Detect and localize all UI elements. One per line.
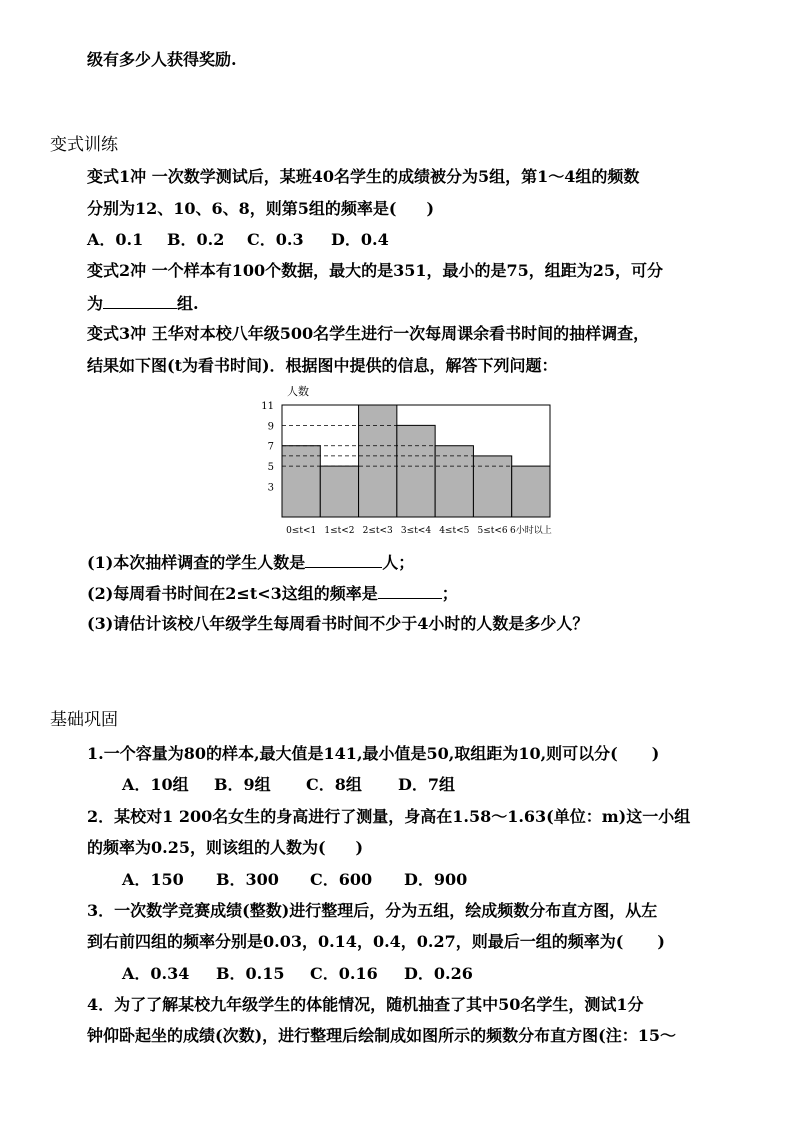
x-tick-label: 3≤t<4	[400, 526, 432, 536]
option-a: A．10组	[122, 775, 189, 794]
option-b: B．300	[216, 870, 279, 889]
variant1-options	[87, 230, 389, 250]
question4-line1: 4．为了了解某校九年级学生的体能情况，随机抽查了其中50名学生，测试1分	[87, 995, 644, 1014]
y-axis-label: 人数	[287, 385, 309, 398]
answer-blank	[305, 552, 382, 568]
histogram-bar	[359, 405, 397, 517]
option-a: A．150	[122, 870, 184, 889]
option-b: B．0.15	[216, 964, 285, 983]
histogram-bar	[282, 446, 320, 517]
variant2-tag: 变式2冲	[87, 261, 147, 280]
option-c: C．8组	[306, 775, 362, 794]
question1-options	[122, 775, 455, 795]
variant1-tag: 变式1冲	[87, 167, 147, 186]
histogram-bar	[512, 466, 550, 517]
variant2-line1: 变式2冲 一个样本有100个数据，最大的是351，最小的是75，组距为25，可分	[87, 261, 664, 280]
variant3-line2: 结果如下图(t为看书时间)．根据图中提供的信息，解答下列问题：	[87, 356, 558, 375]
x-tick-label: 6小时以上	[509, 526, 552, 536]
y-tick-label: 11	[261, 401, 274, 412]
option-a: A．0.1	[87, 230, 144, 249]
option-a: A．0.34	[122, 964, 190, 983]
variant3-q2: (2)每周看书时间在2≤t<3这组的频率是 ；	[87, 584, 458, 603]
question2-line2: 的频率为0.25，则该组的人数为( )	[87, 838, 364, 857]
x-tick-label: 5≤t<6	[477, 526, 508, 536]
histogram-bar	[320, 466, 358, 517]
option-d: D．0.26	[404, 964, 473, 983]
y-tick-label: 7	[267, 441, 274, 453]
option-c: C．600	[310, 870, 373, 889]
variant3-line1: 变式3冲 王华对本校八年级500名学生进行一次每周课余看书时间的抽样调查，	[87, 324, 650, 343]
question3-options	[122, 964, 473, 984]
answer-blank	[103, 293, 177, 309]
variant1-line2: 分别为12、10、6、8，则第5组的频率是( )	[87, 199, 435, 218]
variant2-line2: 为 组.	[87, 294, 199, 313]
option-c: C．0.3	[247, 230, 304, 249]
question2-options	[122, 870, 467, 890]
variant3-tag: 变式3冲	[87, 324, 147, 343]
section-title-variant-training: 变式训练	[50, 135, 118, 155]
frequency-histogram	[250, 380, 580, 546]
question3-line1: 3．一次数学竞赛成绩(整数)进行整理后，分为五组，绘成频数分布直方图，从左	[87, 901, 658, 920]
section-title-basic-consolidation: 基础巩固	[50, 710, 118, 730]
option-d: D．0.4	[331, 230, 389, 249]
histogram-bar	[435, 446, 473, 517]
option-c: C．0.16	[310, 964, 378, 983]
histogram-bar	[473, 456, 511, 517]
x-tick-label: 1≤t<2	[324, 526, 355, 536]
option-d: D．7组	[398, 775, 456, 794]
variant3-q3: (3)请估计该校八年级学生每周看书时间不少于4小时的人数是多少人？	[87, 614, 589, 633]
question3-line2: 到右前四组的频率分别是0.03，0.14，0.4，0.27，则最后一组的频率为( )	[87, 932, 665, 951]
variant3-q1: (1)本次抽样调查的学生人数是 人；	[87, 553, 415, 572]
y-tick-label: 9	[267, 421, 274, 433]
question4-line2: 钟仰卧起坐的成绩(次数)，进行整理后绘制成如图所示的频数分布直方图(注：15～	[87, 1026, 676, 1045]
y-tick-label: 3	[267, 482, 274, 494]
question2-line1: 2．某校对1 200名女生的身高进行了测量，身高在1.58～1.63(单位：m)这一小组	[87, 807, 691, 826]
y-tick-label: 5	[267, 462, 274, 474]
x-tick-label: 0≤t<1	[286, 526, 317, 536]
question1: 1.一个容量为80的样本,最大值是141,最小值是50,取组距为10,则可以分( )	[87, 744, 660, 763]
option-b: B．9组	[214, 775, 271, 794]
histogram-bar	[397, 425, 435, 517]
x-tick-label: 2≤t<3	[362, 526, 393, 536]
x-tick-label: 4≤t<5	[439, 526, 470, 536]
option-b: B．0.2	[167, 230, 225, 249]
continuation-text: 级有多少人获得奖励.	[87, 50, 237, 69]
answer-blank	[378, 583, 442, 599]
option-d: D．900	[404, 870, 468, 889]
variant1-line1: 变式1冲 一次数学测试后，某班40名学生的成绩被分为5组，第1～4组的频数	[87, 167, 640, 186]
